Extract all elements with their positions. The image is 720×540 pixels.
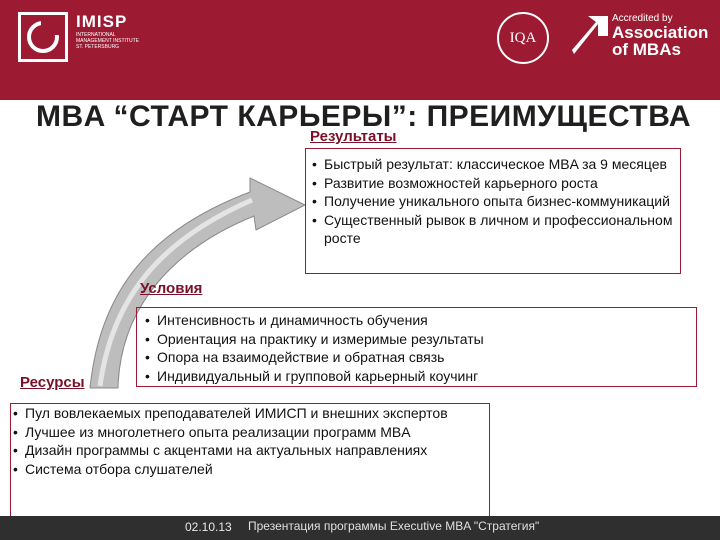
- list-item: • Система отбора слушателей: [11, 460, 489, 479]
- conditions-box: [136, 307, 697, 387]
- slide-title: MBA “СТАРТ КАРЬЕРЫ”: ПРЕИМУЩЕСТВА: [36, 100, 692, 133]
- list-item: • Индивидуальный и групповой карьерный коучинг: [143, 367, 692, 386]
- list-item: • Ориентация на практику и измеримые результаты: [143, 330, 692, 349]
- iqa-seal: IQA: [497, 12, 549, 64]
- footer-date: 02.10.13: [185, 520, 232, 534]
- results-label: Результаты: [310, 128, 397, 145]
- list-item: • Опора на взаимодействие и обратная связь: [143, 348, 692, 367]
- amba-line1: Accredited by: [612, 13, 673, 24]
- amba-line3: of MBAs: [612, 40, 681, 59]
- resources-box: [10, 403, 490, 531]
- footer-text: Презентация программы Executive MBA "Стратегия": [248, 519, 540, 533]
- list-item: • Получение уникального опыта бизнес-коммуникаций: [310, 192, 676, 211]
- resources-label: Ресурсы: [20, 374, 85, 391]
- list-item: • Дизайн программы с акцентами на актуальных направлениях: [11, 441, 489, 460]
- logo-main-text: IMISP: [76, 12, 128, 31]
- list-item: • Существенный рывок в личном и профессиональном росте: [310, 211, 676, 248]
- amba-line2: Association: [612, 23, 709, 42]
- list-item: • Пул вовлекаемых преподавателей ИМИСП и внешних экспертов: [11, 404, 489, 423]
- list-item: • Развитие возможностей карьерного роста: [310, 174, 676, 193]
- list-item: • Интенсивность и динамичность обучения: [143, 311, 692, 330]
- list-item: • Лучшее из многолетнего опыта реализации программ MBA: [11, 423, 489, 442]
- list-item: • Быстрый результат: классическое MBA за 9 месяцев: [310, 155, 676, 174]
- logo-sub-text: INTERNATIONAL MANAGEMENT INSTITUTE ST. PETERSBURG: [76, 32, 139, 50]
- results-box: [305, 148, 681, 274]
- conditions-label: Условия: [140, 280, 203, 297]
